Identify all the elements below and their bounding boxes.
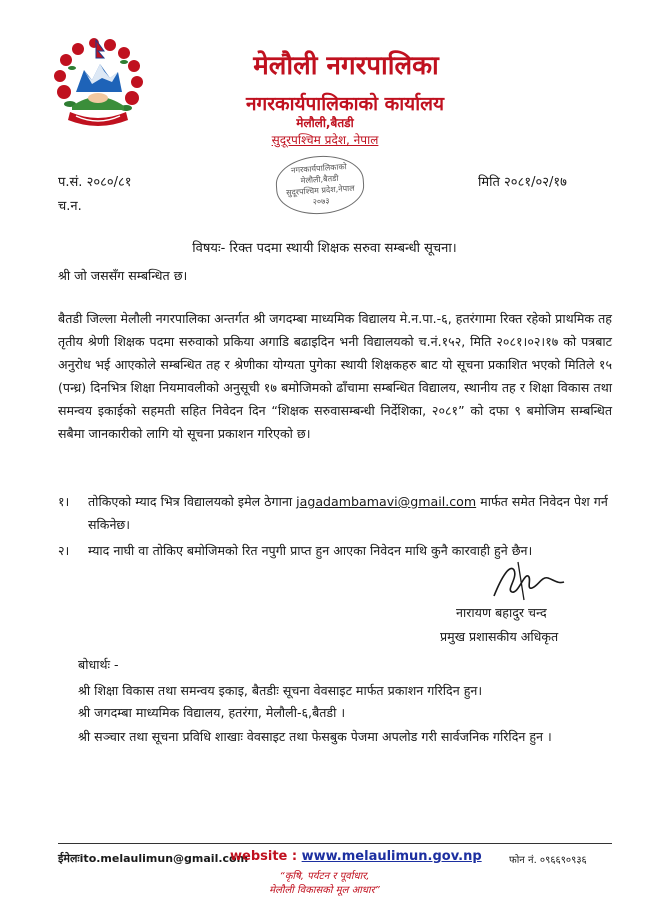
item-text-before: तोकिएको म्याद भित्र विद्यालयको इमेल ठेगाना [88,494,297,509]
body-paragraph: बैतडी जिल्ला मेलौली नगरपालिका अन्तर्गत श्री जगदम्बा माध्यमिक विद्यालय मे.न.पा.-६, हतरंगामा रिक्त रहेको प्राथमिक तह तृतीय श्रेणी शिक्षक पदमा सरुवाको प्रकिया अगाडि बढाइदिन भनी विद्यालयको च.नं.१५२, मिति २०८१।०२।१७ को पत्रबाट अनुरोध भई आएकोले सम्बन्धित तह र श्रेणीका योग्यता पुगेका स्थायी शिक्षकहरु बाट यो सूचना प्रकाशित भएको मितिले १५ (पन्ध्र) दिनभित्र शिक्षा नियमावलीको अनुसूची १७ बमोजिमको ढाँचामा सम्बन्धित विद्यालय, स्थानीय तह र शिक्षा विकास तथा समन्वय इकाईको सहमती सहित निवेदन दिन “शिक्षक सरुवासम्बन्धी निर्देशिका, २०८१” को दफा ९ बमोजिम सम्बन्धित सबैमा जानकारीको लागि यो सूचना प्रकाशन गरिएको छ। [58,311,612,441]
signatory-name: नारायण बहादुर चन्द [456,605,547,620]
salutation: श्री जो जससँग सम्बन्धित छ। [58,268,188,283]
stamp-line: मेलौली,बैतडी [300,173,339,186]
footer-phone: फोन नं. ०९६६९०९३६ [509,855,587,866]
stamp-line: सुदूरपश्चिम प्रदेश,नेपाल [285,183,355,198]
cc-line: श्री सञ्चार तथा सूचना प्रविधि शाखाः वेवसाइट तथा फेसबुक पेजमा अपलोड गरी सार्वजनिक गरिदिन हुन । [78,729,552,744]
dispatch-number: च.न. [58,199,82,214]
list-item [58,490,612,536]
item-number: २। [58,543,70,558]
cc-line: श्री शिक्षा विकास तथा समन्वय इकाइ, बैतडीः सूचना वेवसाइट मार्फत प्रकाशन गरिदिन हुन। [78,683,483,698]
province-name: सुदूरपश्चिम प्रदेश, नेपाल [271,133,379,147]
signatory-title: प्रमुख प्रशासकीय अधिकृत [440,629,559,644]
footer-divider [58,843,612,844]
footer-email: ईमेलःito.melaulimun@gmail.com [58,852,249,865]
slogan-line: “कृषि, पर्यटन र पूर्वाधार, [279,871,370,882]
office-address: मेलौली,बैतडी [296,116,354,130]
letter-date: मिति २०८१/०२/१७ [478,175,567,190]
signature [488,556,568,604]
cc-line: श्री जगदम्बा माध्यमिक विद्यालय, हतरंगा, मेलौली-६,बैतडी । [78,705,346,720]
nepal-emblem-logo [52,36,144,130]
stamp-line: २०७३ [312,196,330,207]
office-stamp [274,153,366,217]
item-text [88,490,612,536]
school-email-link[interactable]: jagadambamavi@gmail.com [296,494,477,509]
slogan-line: मेलौली विकासको मूल आधार” [269,885,380,896]
website-link[interactable]: www.melaulimun.gov.np [301,849,482,864]
cc-heading: बोधार्थः - [78,657,119,672]
stamp-line: नगरकार्यपालिकाको [290,162,347,175]
item-text-after: मार्फत समेत निवेदन पेश गर्न सकिनेछ। [88,494,608,532]
office-name: नगरकार्यपालिकाको कार्यालय [245,93,445,115]
org-name: मेलौली नगरपालिका [253,51,439,81]
letter-subject: विषयः- रिक्त पदमा स्थायी शिक्षक सरुवा सम्बन्धी सूचना। [192,241,457,256]
item-number: १। [58,494,70,509]
reference-number: प.सं. २०८०/८१ [58,175,132,190]
website-label: website : [230,849,302,864]
item-text: म्याद नाघी वा तोकिए बमोजिमको रित नपुगी प्राप्त हुन आएका निवेदन माथि कुनै कारवाही हुने छैन। [88,543,533,558]
footer-website [230,849,482,864]
